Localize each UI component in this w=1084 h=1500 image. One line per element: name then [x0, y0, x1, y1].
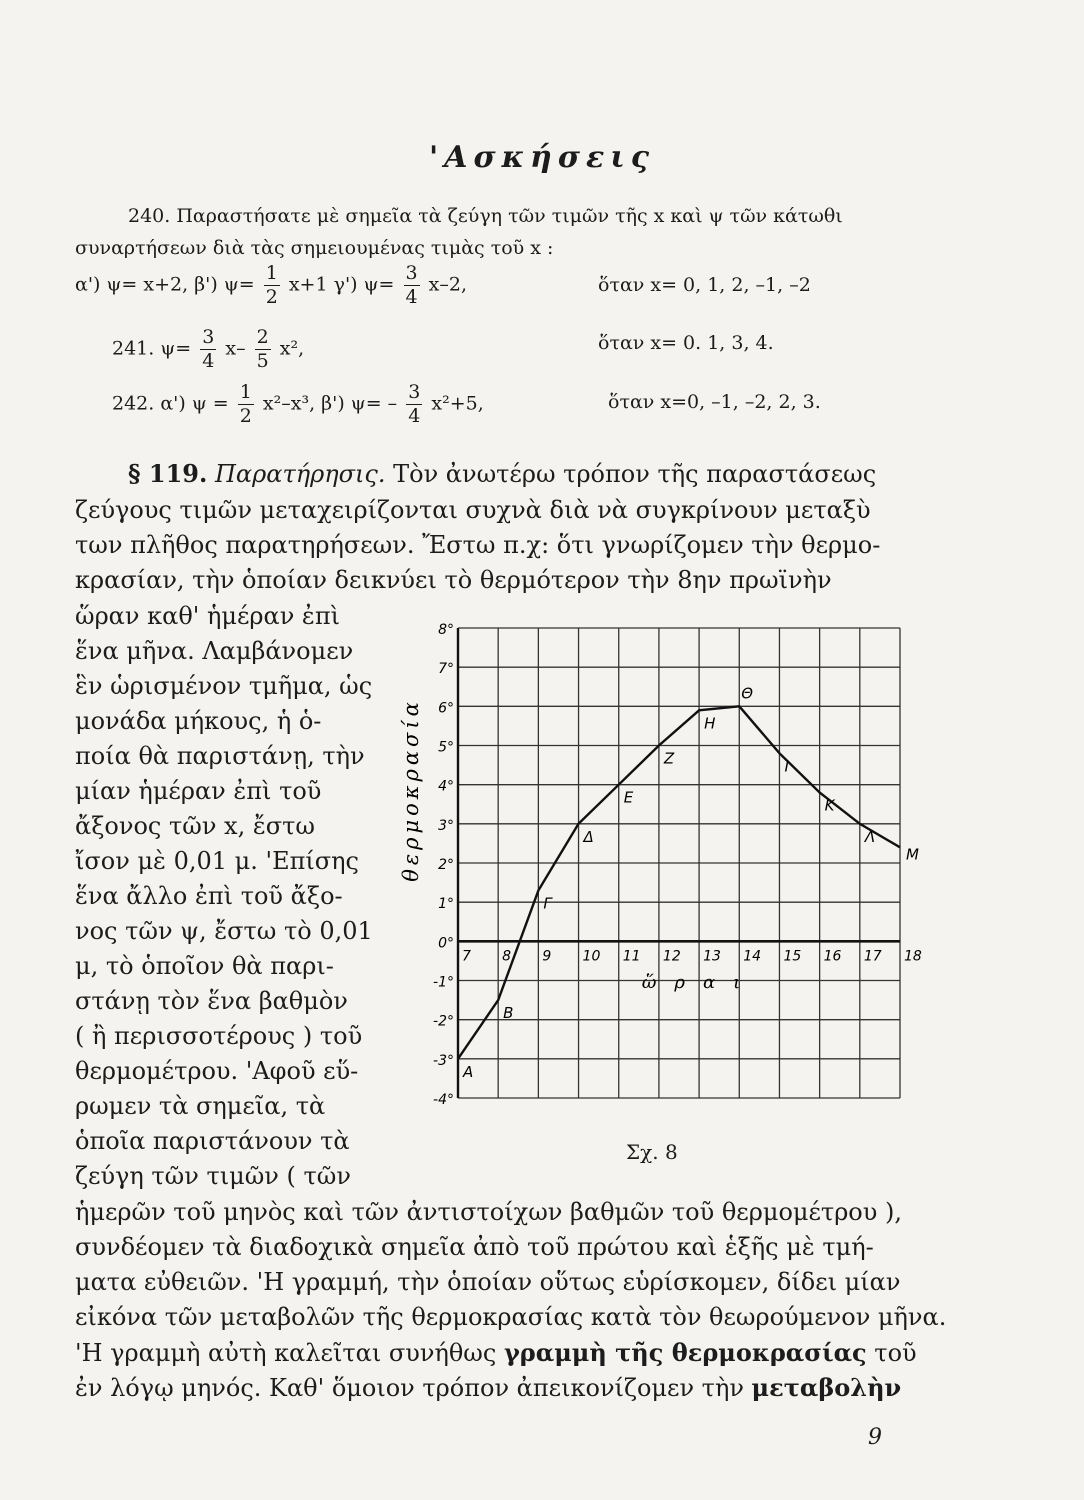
point-label: Α [463, 1062, 474, 1081]
fraction-numerator: 1 [265, 262, 278, 284]
ex241-values: ὅταν x= 0. 1, 3, 4. [598, 332, 774, 354]
column-line: ποία θὰ παριστάνῃ, τὴν [75, 742, 365, 770]
section-heading: Παρατήρησις. [215, 460, 386, 488]
point-label: Δ [583, 827, 594, 846]
ex242-label: 242. α') ψ = [112, 392, 229, 415]
point-label: Η [704, 714, 716, 733]
y-tick-label: 2° [438, 857, 454, 873]
fraction-denominator: 2 [239, 405, 252, 427]
point-label: Θ [741, 684, 754, 703]
ex241-label: 241. ψ= [112, 337, 192, 360]
x-tick-label: 9 [542, 948, 552, 965]
ex240-line1: 240. Παραστήσατε μὲ σημεῖα τὰ ζεύγη τῶν τιμῶν τῆς x καὶ ψ τῶν κάτωθι [128, 205, 843, 227]
x-tick-label: 10 [582, 948, 601, 965]
ex240-a: α') ψ= x+2, β') ψ= [75, 273, 255, 296]
y-tick-label: 3° [438, 817, 454, 834]
bold-term: μεταβολὴν [751, 1373, 902, 1402]
ex242-mid: x²–x³, β') ψ= – [262, 392, 398, 415]
x-tick-label: 11 [622, 948, 641, 965]
point-label: Γ [543, 894, 552, 913]
bold-term: γραμμὴ τῆς θερμοκρασίας [503, 1338, 867, 1367]
column-line: μ, τὸ ὁποῖον θὰ παρι- [75, 952, 334, 980]
point-label: Κ [824, 796, 835, 815]
text-run: 'Η γραμμὴ αὐτὴ καλεῖται συνήθως [75, 1339, 497, 1367]
y-tick-label: -4° [433, 1092, 454, 1108]
bottom-line: συνδέομεν τὰ διαδοχικὰ σημεῖα ἀπὸ τοῦ πρώτου καὶ ἑξῆς μὲ τμή- [75, 1233, 874, 1261]
ex240-b-after: x+1 γ') ψ= [288, 273, 395, 296]
bottom-line: εἰκόνα τῶν μεταβολῶν τῆς θερμοκρασίας κατὰ τὸν θεωρούμενον μῆνα. [75, 1303, 947, 1331]
fraction-denominator: 4 [202, 350, 215, 372]
fraction-numerator: 3 [405, 262, 418, 284]
y-tick-label: 8° [438, 622, 454, 638]
column-line: ( ἢ περισσοτέρους ) τοῦ [75, 1022, 363, 1050]
section-line-4: κρασίαν, τὴν ὁποίαν δεικνύει τὸ θερμότερον τὴν 8ην πρωϊνὴν [75, 566, 832, 594]
x-tick-label: 15 [783, 948, 802, 965]
section-line-3: των πλῆθος παρατηρήσεων. Ἔστω π.χ: ὅτι γνωρίζομεν τὴν θερμο- [75, 531, 881, 559]
x-tick-label: 12 [662, 948, 681, 965]
y-tick-label: 6° [438, 700, 454, 717]
point-label: Ε [623, 788, 634, 807]
column-line: ζεύγη τῶν τιμῶν ( τῶν [75, 1162, 351, 1190]
ex242-after: x²+5, [431, 392, 484, 415]
column-line: νος τῶν ψ, ἔστω τὸ 0,01 [75, 917, 373, 945]
x-tick-label: 8 [502, 948, 512, 965]
section-line-2: ζεύγους τιμῶν μεταχειρίζονται συχνὰ διὰ νὰ συγκρίνουν μεταξὺ [75, 496, 871, 524]
column-line: ἕνα ἄλλο ἐπὶ τοῦ ἄξο- [75, 882, 343, 910]
x-tick-label: 13 [703, 948, 721, 965]
column-line: θερμομέτρου. 'Αφοῦ εὕ- [75, 1057, 359, 1085]
chart-grid [458, 628, 900, 1098]
point-label: Β [503, 1004, 514, 1023]
ex242-values: ὅταν x=0, –1, –2, 2, 3. [608, 391, 821, 413]
y-tick-label: -3° [433, 1052, 454, 1069]
chart-point-labels [462, 684, 919, 1081]
y-tick-label: 1° [438, 896, 454, 913]
column-line: μονάδα μήκους, ἡ ὁ- [75, 707, 322, 735]
x-tick-label: 17 [863, 948, 882, 965]
column-line: ἄξονος τῶν x, ἔστω [75, 812, 315, 840]
point-label: Μ [906, 845, 919, 864]
section-line-1: Τὸν ἀνωτέρω τρόπον τῆς παραστάσεως [393, 460, 877, 488]
exercises-title: 'Ασκήσεις [428, 140, 656, 175]
figure-caption: Σχ. 8 [626, 1140, 678, 1164]
y-tick-label: 7° [438, 661, 454, 678]
ex240-c-after: x–2, [428, 273, 467, 296]
x-tick-label: 14 [743, 948, 762, 965]
x-tick-label: 7 [462, 948, 471, 965]
section-number: § 119. [128, 459, 208, 488]
column-line: μίαν ἡμέραν ἐπὶ τοῦ [75, 777, 322, 805]
point-label: Ι [784, 757, 789, 776]
text-run: τοῦ [874, 1339, 917, 1367]
ex241-mid: x– [225, 337, 246, 360]
point-label: Λ [864, 827, 876, 846]
bottom-line: ματα εὐθειῶν. 'Η γραμμή, τὴν ὁποίαν οὕτως εὑρίσκομεν, δίδει μίαν [75, 1268, 901, 1296]
fraction-numerator: 3 [202, 326, 215, 348]
fraction-denominator: 5 [256, 350, 269, 372]
column-line: ρωμεν τὰ σημεῖα, τὰ [75, 1092, 326, 1120]
text-run: ἐν λόγῳ μηνός. Καθ' ὅμοιον τρόπον ἀπεικονίζομεν τὴν [75, 1374, 744, 1402]
column-line: ἕνα μῆνα. Λαμβάνομεν [75, 637, 354, 665]
fraction-denominator: 4 [405, 286, 418, 308]
y-tick-label: -2° [433, 1013, 454, 1030]
column-line: ἴσον μὲ 0,01 μ. 'Επίσης [75, 847, 359, 875]
chart-series [458, 706, 900, 1059]
fraction-numerator: 3 [408, 381, 421, 403]
bottom-line: ἡμερῶν τοῦ μηνὸς καὶ τῶν ἀντιστοίχων βαθμῶν τοῦ θερμομέτρου ), [75, 1198, 902, 1226]
column-line: ὁποῖα παριστάνουν τὰ [75, 1127, 350, 1155]
ex241-after: x², [279, 337, 305, 360]
page-number: 9 [868, 1425, 882, 1450]
y-tick-label: 5° [438, 739, 454, 756]
fraction-denominator: 4 [408, 405, 421, 427]
ex240-line2: συναρτήσεων διὰ τὰς σημειουμένας τιμὰς τοῦ x : [75, 237, 554, 259]
point-label: Ζ [663, 749, 675, 768]
ex240-values: ὅταν x= 0, 1, 2, –1, –2 [598, 274, 811, 296]
y-axis-label: θερμοκρασία [399, 698, 423, 882]
y-tick-label: 4° [438, 778, 454, 795]
temperature-line [458, 706, 900, 1059]
x-tick-label: 16 [823, 948, 842, 965]
x-tick-label: 18 [904, 948, 922, 965]
y-tick-label: 0° [438, 935, 454, 952]
fraction-denominator: 2 [265, 286, 278, 308]
fraction-numerator: 2 [256, 326, 269, 348]
y-tick-label: -1° [433, 974, 454, 991]
column-line: ὥραν καθ' ἡμέραν ἐπὶ [75, 602, 340, 630]
column-line: στάνῃ τὸν ἕνα βαθμὸν [75, 987, 348, 1015]
fraction-numerator: 1 [239, 381, 252, 403]
chart-ticks [433, 622, 922, 1108]
column-line: ἓν ὡρισμένον τμῆμα, ὡς [75, 672, 373, 700]
x-axis-label: ὥραι [641, 972, 759, 993]
